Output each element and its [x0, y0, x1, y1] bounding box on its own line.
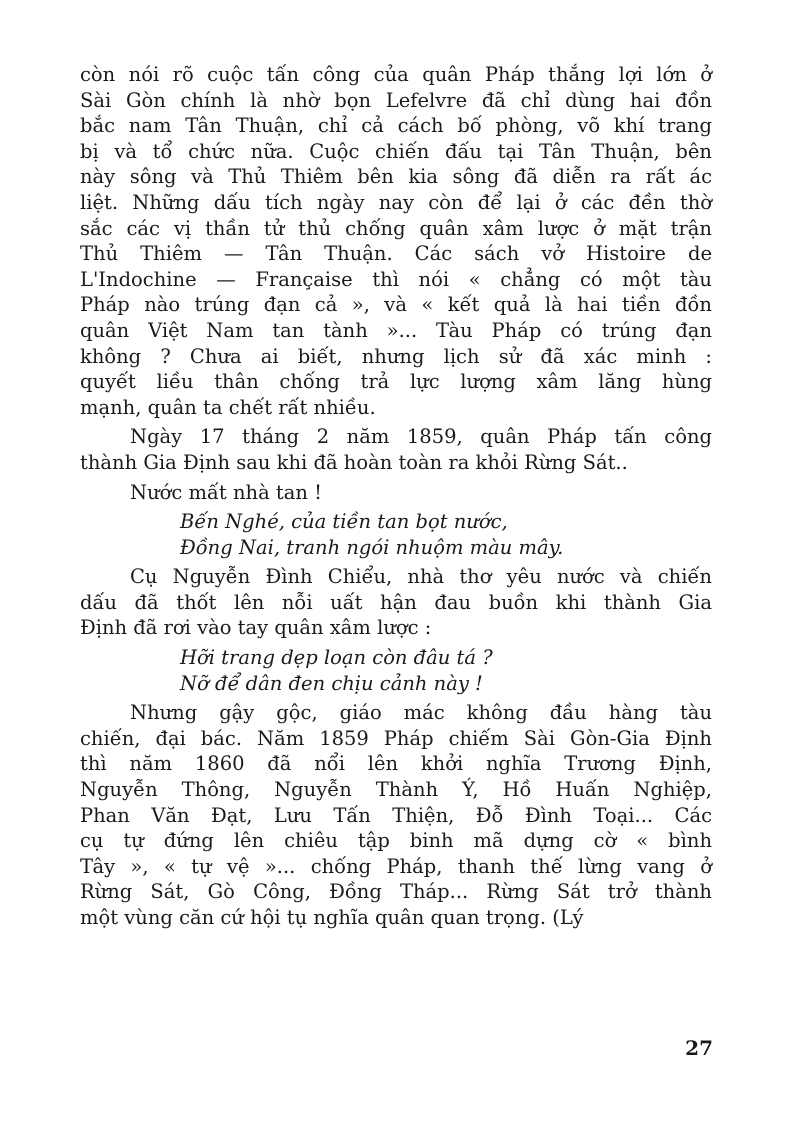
verse-line: Bến Nghé, của tiền tan bọt nước,: [180, 510, 508, 534]
text-line: Thủ Thiêm — Tân Thuận. Các sách vở Histoire de: [80, 242, 712, 266]
text-line: không ? Chưa ai biết, nhưng lịch sử đã xác minh :: [80, 344, 712, 368]
paragraph-gap: [80, 931, 712, 935]
text-line: Cụ Nguyễn Đình Chiểu, nhà thơ yêu nước và chiến: [130, 565, 712, 589]
paragraph: [80, 564, 712, 641]
verse-line: Nỡ để dân đen chịu cảnh này !: [180, 671, 483, 695]
text-line: Tây », « tự vệ »... chống Pháp, thanh thế lừng vang ở: [80, 854, 712, 878]
text-line: bị và tổ chức nữa. Cuộc chiến đấu tại Tân Thuận, bên: [80, 139, 712, 163]
text-line: quân Việt Nam tan tành »... Tàu Pháp có trúng đạn: [80, 318, 712, 342]
text-line: L'Indochine — Française thì nói « chẳng có một tàu: [80, 267, 712, 291]
text-line: một vùng căn cứ hội tụ nghĩa quân quan trọng. (Lý: [80, 906, 584, 929]
text-line: này sông và Thủ Thiêm bên kia sông đã diễn ra rất ác: [80, 165, 712, 189]
paragraph: [80, 424, 712, 475]
paragraph: [80, 480, 712, 506]
verse-line: Đồng Nai, tranh ngói nhuộm màu mây.: [180, 535, 564, 559]
text-line: Rừng Sát, Gò Công, Đồng Tháp... Rừng Sát trở thành: [80, 880, 712, 904]
text-line: thì năm 1860 đã nổi lên khởi nghĩa Trương Định,: [80, 752, 712, 776]
text-line: còn nói rõ cuộc tấn công của quân Pháp thắng lợi lớn ở: [80, 63, 712, 86]
text-line: Pháp nào trúng đạn cả », và « kết quả là hai tiền đồn: [80, 293, 712, 317]
text-line: liệt. Những dấu tích ngày nay còn để lại ở các đền thờ: [80, 190, 712, 214]
text-line: chiến, đại bác. Năm 1859 Pháp chiếm Sài Gòn-Gia Định: [80, 726, 712, 750]
text-line: sắc các vị thần tử thủ chống quân xâm lược ở mặt trận: [80, 216, 712, 240]
page-number: 27: [685, 1036, 713, 1060]
text-line: thành Gia Định sau khi đã hoàn toàn ra khỏi Rừng Sát..: [80, 450, 628, 474]
verse-block: [80, 509, 712, 560]
body-text: [80, 62, 712, 935]
text-line: Nhưng gậy gộc, giáo mác không đầu hàng tàu: [130, 701, 712, 725]
paragraph: [80, 700, 712, 930]
text-line: cụ tự đứng lên chiêu tập binh mã dựng cờ « bình: [80, 829, 712, 853]
text-line: Nước mất nhà tan !: [130, 480, 322, 504]
text-line: Ngày 17 tháng 2 năm 1859, quân Pháp tấn công: [130, 425, 712, 449]
paragraph: [80, 62, 712, 420]
text-line: Phan Văn Đạt, Lưu Tấn Thiện, Đỗ Đình Toại... Các: [80, 803, 712, 827]
text-line: mạnh, quân ta chết rất nhiều.: [80, 395, 376, 419]
text-line: quyết liều thân chống trả lực lượng xâm lăng hùng: [80, 370, 712, 394]
text-line: Sài Gòn chính là nhờ bọn Lefelvre đã chỉ dùng hai đồn: [80, 88, 712, 112]
text-line: Định đã rơi vào tay quân xâm lược :: [80, 616, 432, 640]
text-line: dấu đã thốt lên nỗi uất hận đau buồn khi thành Gia: [80, 590, 712, 614]
verse-line: Hỡi trang dẹp loạn còn đâu tá ?: [180, 646, 493, 670]
text-line: Nguyễn Thông, Nguyễn Thành Ý, Hồ Huấn Nghiệp,: [80, 778, 712, 802]
verse-block: [80, 645, 712, 696]
text-line: bắc nam Tân Thuận, chỉ cả cách bố phòng, võ khí trang: [80, 114, 712, 138]
